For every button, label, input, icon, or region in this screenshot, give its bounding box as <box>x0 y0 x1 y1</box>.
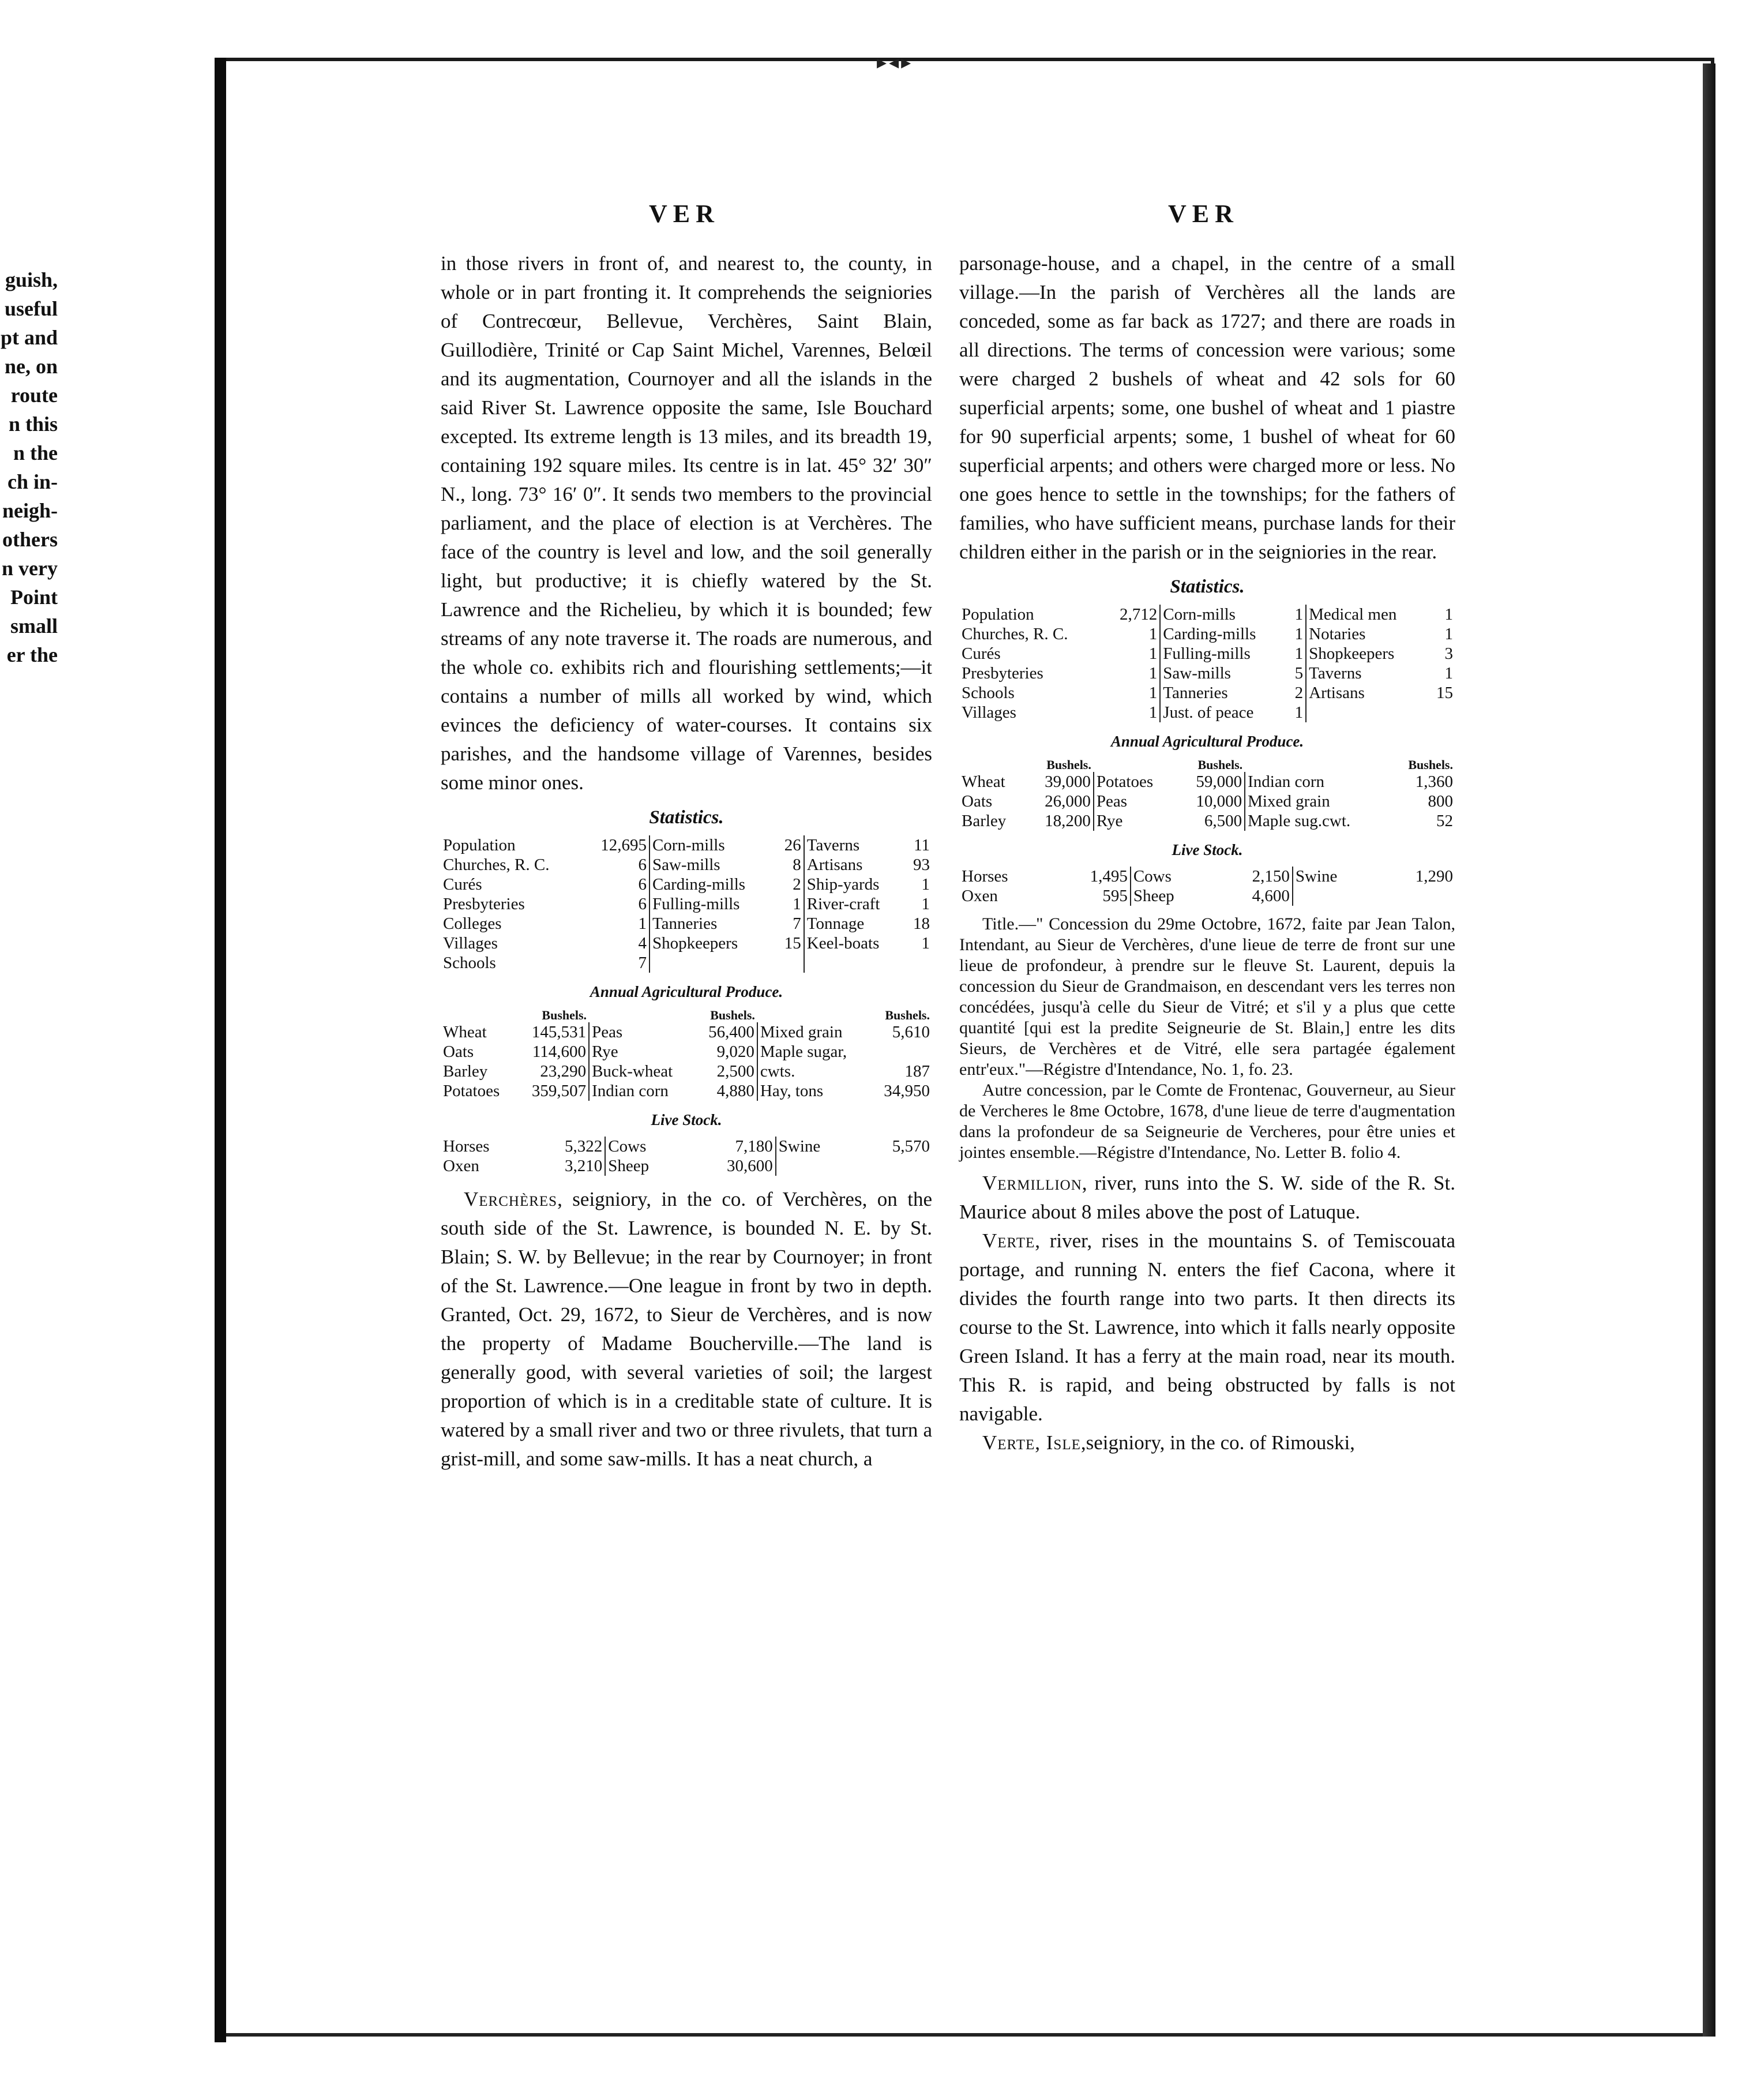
parish-description: parsonage-house, and a chapel, in the centre of a small village.—In the parish of Verchères all the lands are conceded, some as far back as 1727; and there are roads in all directions. The terms of concession were various; some were charged 2 bushels of wheat and 42 sols for 60 superficial arpents; some, one bushel of wheat and 1 piastre for 90 superficial arpents; some, 1 bushel of wheat for 60 superficial arpents; and others were charged more or less. No one goes hence to settle in the townships; for the fathers of families, who have sufficient means, purchase lands for their children either in the parish or in the seigniories in the rear. <box>959 252 1455 563</box>
verte-river-entry <box>959 1227 1455 1428</box>
row-value: 4 <box>638 934 647 952</box>
livestock-heading: Live Stock. <box>1172 841 1243 858</box>
row-value: 23,290 <box>540 1062 587 1081</box>
row-label: Saw-mills <box>650 855 776 875</box>
table-row <box>441 914 932 933</box>
row-value: 1 <box>1294 703 1304 722</box>
table-row <box>959 772 1455 792</box>
row-value: 1 <box>1148 703 1158 722</box>
bushels-label: Bushels. <box>1197 757 1243 772</box>
row-label: Population <box>962 605 1034 624</box>
row-value: 9,020 <box>716 1042 754 1061</box>
table-row <box>441 855 932 875</box>
row-value: 1 <box>921 875 930 894</box>
row-value: 1 <box>1444 664 1453 682</box>
row-label: Potatoes <box>1094 772 1177 792</box>
statistics-heading: Statistics. <box>1170 576 1245 597</box>
autre-concession-note: Autre concession, par le Comte de Frontenac, Gouverneur, au Sieur de Vercheres le 8me Octobre, 1678, d'une lieue de terre d'augmentation dans la profondeur de sa Seigneurie de Vercheres, pour être unies et jointes ensemble.—Régistre d'Intendance, No. Letter B. folio 4. <box>959 1081 1455 1162</box>
row-label: Schools <box>962 684 1015 702</box>
table-row <box>441 1042 932 1062</box>
row-label: Tanneries <box>1160 683 1288 703</box>
row-value <box>776 953 804 973</box>
scan-mark: ▸◂▸ <box>877 52 914 73</box>
entry-headword: Verte, Isle <box>982 1431 1081 1454</box>
row-label <box>650 953 776 973</box>
table-row <box>441 1156 932 1176</box>
bushels-label: Bushels. <box>1408 757 1453 772</box>
table-row <box>959 605 1455 624</box>
table-row <box>959 811 1455 831</box>
row-value: 18 <box>913 914 930 933</box>
row-value: 1,290 <box>1415 867 1453 886</box>
produce-heading: Annual Agricultural Produce. <box>590 983 783 1000</box>
running-header-right: VER <box>1168 200 1239 228</box>
row-label <box>804 953 905 973</box>
table-row <box>441 1022 932 1042</box>
table-row <box>441 933 932 953</box>
row-label: Rye <box>1094 811 1177 831</box>
bushels-label: Bushels. <box>710 1008 755 1022</box>
row-value: 52 <box>1436 812 1453 830</box>
row-value: 6 <box>638 856 647 874</box>
row-value: 1 <box>1148 684 1158 702</box>
row-label: Sheep <box>1131 886 1215 906</box>
row-label: Mixed grain <box>757 1022 870 1042</box>
row-label: Ship-yards <box>804 875 905 894</box>
row-label: Maple sugar, <box>757 1042 870 1062</box>
facing-line: others <box>2 528 58 551</box>
right-column <box>959 249 1455 1457</box>
table-row <box>959 624 1455 644</box>
vercheres-entry <box>441 1185 932 1473</box>
table-row <box>959 663 1455 683</box>
facing-line: guish, <box>5 268 58 291</box>
table-row <box>441 835 932 855</box>
row-value: 595 <box>1102 887 1128 905</box>
row-value: 2,150 <box>1252 867 1290 886</box>
row-value: 7 <box>638 954 647 972</box>
row-value: 5,570 <box>892 1137 930 1156</box>
row-label: Presbyteries <box>443 895 525 913</box>
verte-isle-entry <box>959 1428 1455 1457</box>
row-label: Horses <box>443 1137 490 1156</box>
row-value: 4,880 <box>716 1082 754 1100</box>
facing-line: n this <box>8 412 58 436</box>
row-value: 145,531 <box>531 1023 587 1041</box>
row-label: cwts. <box>757 1062 870 1081</box>
row-label: Tanneries <box>650 914 776 933</box>
bushels-label: Bushels. <box>542 1008 587 1022</box>
table-row <box>959 644 1455 663</box>
row-label <box>1293 886 1379 906</box>
row-label: Rye <box>589 1042 694 1062</box>
statistics-heading: Statistics. <box>649 807 724 828</box>
table-row <box>959 792 1455 811</box>
facing-line: ne, on <box>4 355 58 378</box>
county-description: in those rivers in front of, and nearest to, the county, in whole or in part fronting it. It comprehends the seigniories of Contrecœur, Bellevue, Verchères, Saint Blain, Guillodière, Trinité or Cap Saint Michel, Varennes, Belœil and its augmentation, Cournoyer and all the islands in the said River St. Lawrence opposite the same, Isle Bouchard excepted. Its extreme length is 13 miles, and its breadth 19, containing 192 square miles. Its centre is in lat. 45° 32′ 30″ N., long. 73° 16′ 0″. It sends two members to the provincial parliament, and the place of election is at Verchères. The face of the country is level and low, and the soil generally light, but productive; it is chiefly watered by the St. Lawrence and the Richelieu, by which it is bounded; few streams of any note traverse it. The roads are numerous, and the whole co. exhibits rich and flourishing settlements;—it contains a number of mills all worked by wind, which evinces the deficiency of water-courses. It contains six parishes, and the handsome village of Varennes, besides some minor ones. <box>441 252 932 794</box>
entry-headword: Verchères <box>464 1188 558 1210</box>
facing-line: useful <box>4 297 58 320</box>
table-row <box>959 703 1455 722</box>
row-label: Taverns <box>804 835 905 855</box>
livestock-heading: Live Stock. <box>651 1111 722 1128</box>
row-value: 2,500 <box>716 1062 754 1081</box>
row-label: Carding-mills <box>1160 624 1288 644</box>
row-label: Artisans <box>1306 683 1428 703</box>
entry-text: , seigniory, in the co. of Verchères, on the south side of the St. Lawrence, is bounded N. E. by St. Blain; S. W. by Bellevue; in the rear by Cournoyer; in front of the St. Lawrence.—One league in front by two in depth. Granted, Oct. 29, 1672, to Sieur de Verchères, and is now the property of Madame Boucherville.—The land is generally good, with several varieties of soil; the largest proportion of which is in a creditable state of culture. It is watered by a small river and two or three rivulets, that turn a grist-mill, and some saw-mills. It has a neat church, a <box>441 1188 932 1470</box>
row-value: 3,210 <box>565 1157 603 1175</box>
row-label: Hay, tons <box>757 1081 870 1101</box>
row-value: 4,600 <box>1252 887 1290 905</box>
row-label: Swine <box>1293 867 1379 886</box>
row-value: 26,000 <box>1045 792 1091 811</box>
row-label: Schools <box>443 954 496 972</box>
row-label <box>1306 703 1428 722</box>
row-value: 1,360 <box>1415 772 1453 791</box>
row-label: Villages <box>443 934 498 952</box>
row-value: 18,200 <box>1045 812 1091 830</box>
row-label: Oats <box>443 1042 474 1061</box>
running-header-left: VER <box>649 200 720 228</box>
row-value: 359,507 <box>531 1082 587 1100</box>
row-value: 1 <box>1148 664 1158 682</box>
facing-line: pt and <box>0 326 58 349</box>
row-label: Keel-boats <box>804 933 905 953</box>
row-label: Colleges <box>443 914 502 933</box>
row-label: Wheat <box>962 772 1005 791</box>
row-label: Saw-mills <box>1160 663 1288 683</box>
row-label: Tonnage <box>804 914 905 933</box>
row-label: Fulling-mills <box>650 894 776 914</box>
row-value: 1 <box>1294 625 1304 643</box>
produce-table <box>441 1008 932 1101</box>
table-row <box>959 683 1455 703</box>
row-label: Mixed grain <box>1245 792 1389 811</box>
table-row <box>441 953 932 973</box>
row-label: Indian corn <box>1245 772 1389 792</box>
row-label: Corn-mills <box>1160 605 1288 624</box>
row-label: Barley <box>443 1062 488 1081</box>
row-value: 26 <box>784 836 801 854</box>
produce-table <box>959 758 1455 831</box>
row-label: Horses <box>962 867 1008 886</box>
table-row <box>441 894 932 914</box>
row-value: 1 <box>1148 644 1158 663</box>
entry-text: ,seigniory, in the co. of Rimouski, <box>1080 1431 1355 1454</box>
table-row <box>441 875 932 894</box>
row-label: Curés <box>962 644 1001 663</box>
row-label: Maple sug.cwt. <box>1245 811 1389 831</box>
row-label: Swine <box>776 1137 858 1156</box>
row-value: 12,695 <box>600 836 647 854</box>
livestock-table <box>441 1137 932 1176</box>
facing-line: route <box>10 384 58 407</box>
row-label: Shopkeepers <box>1306 644 1428 663</box>
page-edge <box>1703 63 1715 2037</box>
row-label: Churches, R. C. <box>962 625 1068 643</box>
row-label: Villages <box>962 703 1016 722</box>
table-row <box>441 1062 932 1081</box>
row-label: Cows <box>1131 867 1215 886</box>
row-value: 5,610 <box>892 1023 930 1041</box>
row-label: Cows <box>605 1137 686 1156</box>
title-note: Title.—" Concession du 29me Octobre, 1672, faite par Jean Talon, Intendant, au Sieur de Verchères, d'une lieue de terre de front sur une lieue de profondeur, à prendre sur le fleuve St. Laurent, depuis la concession du Sieur de Grandmaison, en descendant vers les terres non concédées, jusqu'à celle du Sieur de Vitré; et s'il y a plus que cette quantité [qui est la predite Seigneurie de St. Blain,] entre les dits Sieurs, de Verchères et de Vitré, elle sera partagée également entr'eux."—Régistre d'Intendance, No. 1, fo. 23. <box>959 914 1455 1079</box>
row-value <box>1428 703 1455 722</box>
row-label: Carding-mills <box>650 875 776 894</box>
table-row <box>441 1137 932 1156</box>
row-value: 1 <box>1294 605 1304 624</box>
row-label: Indian corn <box>589 1081 694 1101</box>
table-row <box>959 867 1455 886</box>
table-row <box>959 886 1455 906</box>
row-value: 7,180 <box>735 1137 773 1156</box>
row-value: 800 <box>1428 792 1453 811</box>
row-value: 1 <box>1444 605 1453 624</box>
row-value: 2,712 <box>1120 605 1158 624</box>
vermillion-entry <box>959 1169 1455 1227</box>
row-value: 11 <box>914 836 930 854</box>
row-value: 10,000 <box>1196 792 1242 811</box>
row-label: Just. of peace <box>1160 703 1288 722</box>
row-value: 5 <box>1294 664 1304 682</box>
row-value: 5,322 <box>565 1137 603 1156</box>
entry-headword: Vermillion <box>982 1172 1082 1194</box>
row-label: Peas <box>589 1022 694 1042</box>
bushels-label: Bushels. <box>885 1008 930 1022</box>
row-label: Presbyteries <box>962 664 1043 682</box>
row-label: Potatoes <box>443 1082 500 1100</box>
row-value: 1 <box>921 895 930 913</box>
row-label: Buck-wheat <box>589 1062 694 1081</box>
row-label: Fulling-mills <box>1160 644 1288 663</box>
facing-line: Point <box>10 586 58 609</box>
row-value: 1 <box>793 895 801 913</box>
row-label: Population <box>443 836 516 854</box>
facing-line: er the <box>6 643 58 666</box>
row-label: Curés <box>443 875 482 894</box>
row-value <box>904 953 932 973</box>
row-value: 93 <box>913 856 930 874</box>
livestock-table <box>959 867 1455 906</box>
row-value: 6,500 <box>1204 812 1242 830</box>
entry-headword: Verte <box>982 1229 1035 1252</box>
row-value: 56,400 <box>708 1023 754 1041</box>
row-value: 8 <box>793 856 801 874</box>
row-label: Oxen <box>962 887 998 905</box>
row-label: Wheat <box>443 1023 487 1041</box>
row-label: Churches, R. C. <box>443 856 550 874</box>
row-value: 1 <box>1294 644 1304 663</box>
row-label: Medical men <box>1306 605 1428 624</box>
row-label: Peas <box>1094 792 1177 811</box>
row-value <box>870 1042 932 1062</box>
row-value: 39,000 <box>1045 772 1091 791</box>
facing-line: n the <box>13 441 58 464</box>
row-value: 59,000 <box>1196 772 1242 791</box>
facing-line: small <box>10 614 58 638</box>
row-label: Barley <box>962 812 1007 830</box>
row-value: 3 <box>1444 644 1453 663</box>
row-value: 15 <box>1436 684 1453 702</box>
row-value: 1 <box>921 934 930 952</box>
entry-text: , river, rises in the mountains S. of Temiscouata portage, and running N. enters the fief Cacona, where it divides the fourth range into two parts. It then directs its course to the St. Lawrence, into which it falls nearly opposite Green Island. It has a ferry at the main road, near its mouth. This R. is rapid, and being obstructed by falls is not navigable. <box>959 1229 1455 1425</box>
bushels-label: Bushels. <box>1046 757 1091 772</box>
facing-line: ch in- <box>7 470 58 493</box>
row-label: Artisans <box>804 855 905 875</box>
row-value: 1 <box>638 914 647 933</box>
row-value: 1,495 <box>1090 867 1128 886</box>
entry-text: , river, runs into the S. W. side of the R. St. Maurice about 8 miles above the post of Latuque. <box>959 1172 1455 1223</box>
produce-heading: Annual Agricultural Produce. <box>1110 733 1304 750</box>
statistics-table <box>959 605 1455 722</box>
row-value: 1 <box>1148 625 1158 643</box>
row-value: 1 <box>1444 625 1453 643</box>
table-row <box>441 1081 932 1101</box>
row-label: Oxen <box>443 1157 479 1175</box>
row-label: Oats <box>962 792 993 811</box>
row-value: 187 <box>904 1062 930 1081</box>
statistics-table <box>441 835 932 973</box>
row-label: Taverns <box>1306 663 1428 683</box>
row-label: Shopkeepers <box>650 933 776 953</box>
row-label: Notaries <box>1306 624 1428 644</box>
row-value: 6 <box>638 895 647 913</box>
row-value: 34,950 <box>884 1082 930 1100</box>
row-label: Corn-mills <box>650 835 776 855</box>
row-label: Sheep <box>605 1156 686 1176</box>
row-label <box>776 1156 858 1176</box>
left-column <box>441 249 932 1473</box>
book-gutter <box>215 58 226 2042</box>
row-value <box>1378 886 1455 906</box>
row-value: 7 <box>793 914 801 933</box>
facing-line: neigh- <box>2 499 58 522</box>
row-value: 114,600 <box>532 1042 587 1061</box>
row-label: River-craft <box>804 894 905 914</box>
row-value <box>858 1156 932 1176</box>
row-value: 6 <box>638 875 647 894</box>
row-value: 15 <box>784 934 801 952</box>
facing-line: n very <box>2 557 58 580</box>
row-value: 2 <box>793 875 801 894</box>
row-value: 2 <box>1294 684 1304 702</box>
row-value: 30,600 <box>727 1157 773 1175</box>
